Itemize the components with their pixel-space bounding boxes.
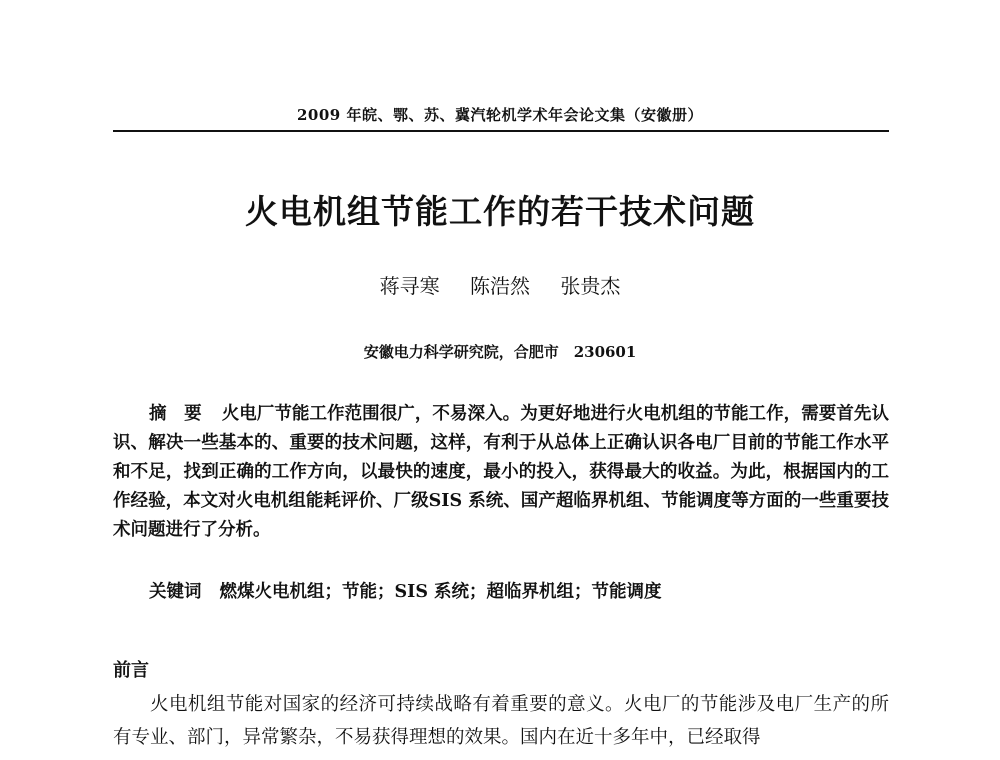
running-header: 2009 年皖、鄂、苏、冀汽轮机学术年会论文集（安徽册）	[297, 106, 703, 124]
abstract	[113, 400, 889, 545]
author-name: 蒋寻寒	[379, 274, 440, 298]
section-heading: 前言	[113, 660, 149, 681]
author-name: 张贵杰	[560, 274, 621, 298]
header-rule	[113, 130, 889, 132]
keywords-text: 燃煤火电机组；节能；SIS 系统；超临界机组；节能调度	[219, 582, 662, 602]
keywords	[113, 578, 889, 603]
abstract-label: 摘 要	[149, 404, 202, 424]
intro-paragraph: 火电机组节能对国家的经济可持续战略有着重要的意义。火电厂的节能涉及电厂生产的所有专业、部门，异常繁杂，不易获得理想的效果。国内在近十多年中，已经取得	[113, 694, 889, 748]
author-list	[0, 270, 1000, 299]
affiliation: 安徽电力科学研究院，合肥市 230601	[363, 343, 637, 361]
author-name: 陈浩然	[470, 274, 530, 298]
keywords-label: 关键词	[149, 582, 202, 602]
abstract-text: 火电厂节能工作范围很广，不易深入。为更好地进行火电机组的节能工作，需要首先认识、解决一些基本的、重要的技术问题，这样，有利于从总体上正确认识各电厂目前的节能工作水平和不足，找到正确的工作方向，以最快的速度，最小的投入，获得最大的收益。为此，根据国内的工作经验，本文对火电机组能耗评价、厂级SIS 系统、国产超临界机组、节能调度等方面的一些重要技术问题进行了分析。	[113, 404, 889, 540]
paper-title: 火电机组节能工作的若干技术问题	[245, 192, 755, 231]
